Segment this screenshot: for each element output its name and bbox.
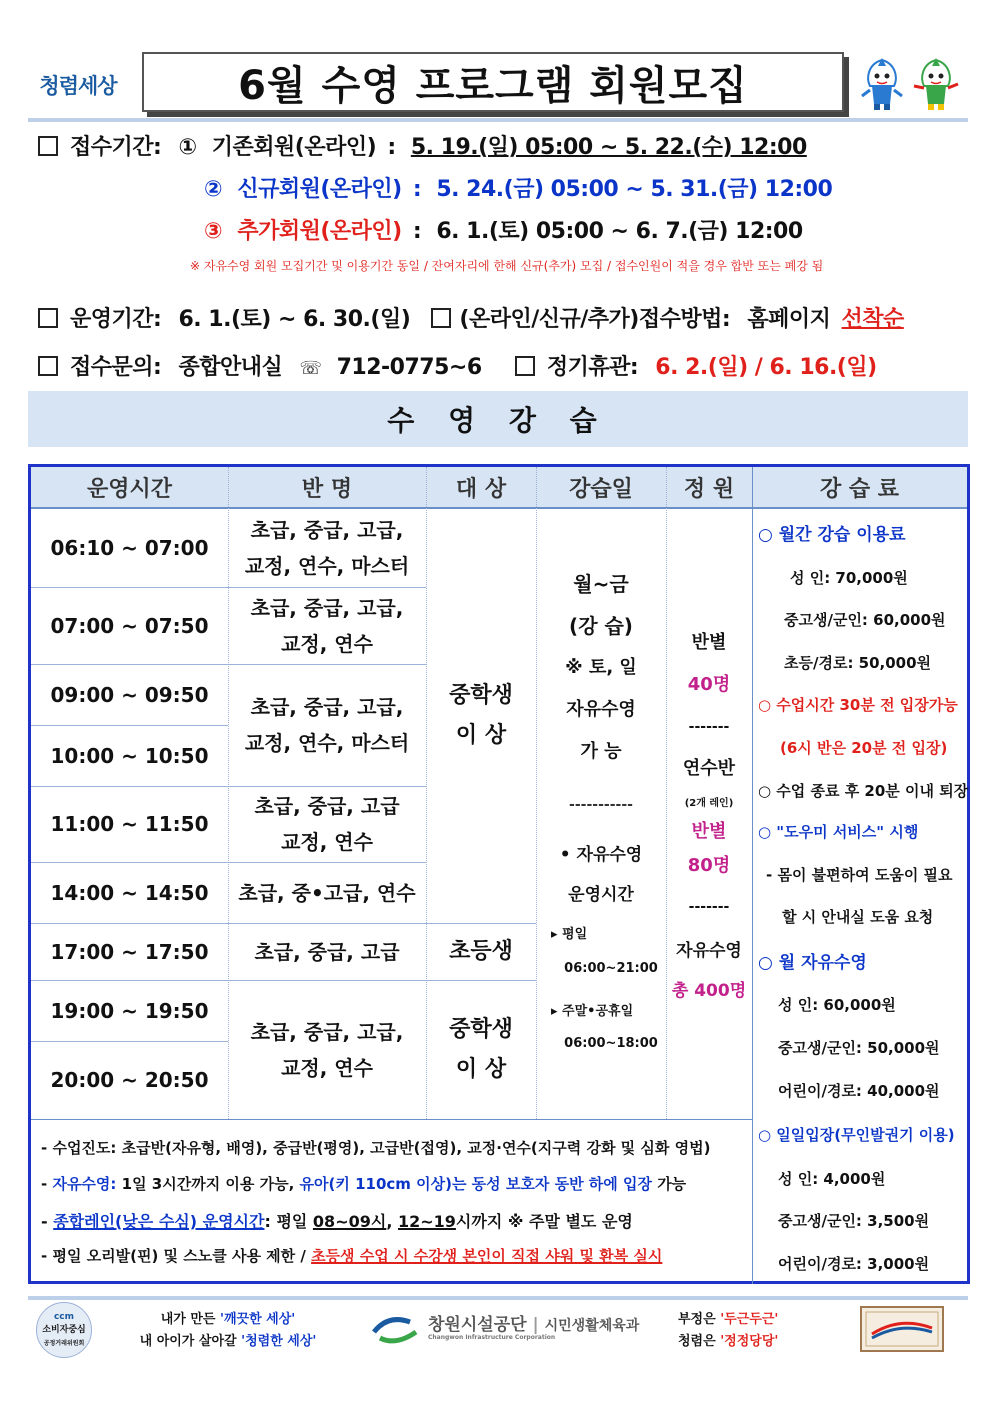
free-swim-title: ○ 월 자유수영 — [758, 953, 867, 973]
note-part: 12~19 — [397, 1212, 456, 1231]
divider — [666, 467, 667, 1119]
reception-row-3 — [204, 214, 803, 245]
capacity-lanes: (2개 레인) — [684, 798, 734, 809]
ccm-logo — [36, 1302, 92, 1358]
closed-label: 정기휴관: — [546, 355, 639, 380]
capacity-line: 연수반 — [682, 758, 736, 779]
slogan-2 — [128, 1330, 328, 1349]
target-line: 이 상 — [455, 723, 507, 748]
reception-1-period: 5. 19.(일) 05:00 ~ 5. 22.(수) 12:00 — [410, 135, 807, 160]
note-part: - — [41, 1212, 54, 1231]
monthly-title: ○ 월간 강습 이용료 — [758, 525, 906, 545]
note-free-swim — [41, 1173, 686, 1194]
fee-child: 어린이/경로: 3,000원 — [778, 1255, 930, 1273]
page-title: 6월 수영 프로그램 회원모집 — [142, 52, 844, 112]
checkbox-icon — [38, 356, 58, 376]
note-restriction — [41, 1245, 662, 1266]
header-days: 강습일 — [536, 467, 666, 509]
fee-youth: 중고생/군인: 60,000원 — [784, 611, 946, 629]
certificate-seal-icon — [860, 1306, 944, 1352]
free-swim-info — [536, 835, 666, 915]
footer — [28, 1300, 968, 1360]
class-line: 초급, 중급, 고급, — [250, 695, 404, 719]
reception-2-num: ② — [204, 177, 223, 202]
fee-child: 초등/경로: 50,000원 — [784, 654, 932, 672]
slogan-part: '깨끗한 세상' — [220, 1312, 296, 1327]
target-line: 이 상 — [455, 1056, 507, 1082]
operation-label: 운영기간: — [70, 307, 162, 332]
notice-line: 할 시 안내실 도움 요청 — [782, 908, 934, 926]
weekend-label: ▸ 주말•공휴일 — [551, 1004, 634, 1019]
ccm-text: 공정거래위원회 — [43, 1339, 85, 1347]
capacity-line: 반별 — [691, 632, 727, 653]
org-sub: 시민생활체육과 — [544, 1318, 640, 1334]
target-line: 중학생 — [449, 683, 513, 708]
note-part: 시까지 ※ 주말 별도 운영 — [455, 1212, 633, 1231]
days-line: ※ 토, 일 — [565, 657, 637, 678]
notice-line: ○ 수업시간 30분 전 입장가능 — [758, 696, 958, 714]
colon: : — [387, 135, 396, 160]
class-cell — [228, 923, 426, 980]
notice-line: - 몸이 불편하여 도움이 필요 — [766, 866, 953, 884]
capacity-separator: ------- — [688, 899, 730, 915]
class-cell — [228, 509, 426, 587]
mascot-icons — [854, 56, 966, 112]
ccm-text: 소비자중심 — [42, 1324, 86, 1335]
class-line: 초급, 중급, 고급, — [250, 518, 404, 542]
reception-3-label: 추가회원(온라인) — [237, 219, 402, 244]
checkbox-icon — [515, 356, 535, 376]
capacity-cell — [666, 931, 752, 1011]
logo-text: 청렴세상 — [39, 73, 117, 98]
notice-line: ○ "도우미 서비스" 시행 — [758, 823, 919, 841]
target-cell: 초등생 — [449, 938, 513, 964]
inquiry-row — [38, 350, 877, 381]
header-class: 반 명 — [228, 467, 426, 509]
note-part: - 평일 오리발(핀) 및 스노클 사용 제한 / — [41, 1247, 312, 1265]
inquiry-label: 접수문의: — [70, 355, 162, 380]
note-part: 가능 — [651, 1175, 687, 1193]
slogan-part: 청렴은 — [678, 1334, 721, 1349]
note-part: : 평일 — [264, 1212, 313, 1231]
blue-mascot-icon — [858, 56, 906, 112]
ccm-text: ccm — [53, 1311, 75, 1322]
changwon-logo-icon — [370, 1312, 422, 1348]
time-slot: 14:00 ~ 14:50 — [50, 880, 209, 905]
note-part: 자유수영: — [52, 1175, 117, 1193]
time-slot: 11:00 ~ 11:50 — [50, 812, 209, 836]
divider — [31, 1119, 752, 1120]
fee-adult: 성 인: 60,000원 — [778, 996, 896, 1014]
clean-world-logo — [28, 58, 128, 112]
time-slot: 19:00 ~ 19:50 — [50, 998, 209, 1023]
slogan-part: '두근두근' — [720, 1312, 779, 1327]
org-name: 창원시설공단 | 시민생활체육과 — [428, 1315, 640, 1335]
days-cell — [536, 563, 666, 793]
days-line: 가 능 — [580, 741, 622, 762]
header-target: 대 상 — [426, 467, 536, 509]
days-line: 월~금 — [573, 572, 629, 596]
operation-row — [38, 302, 904, 333]
daily-title: ○ 일일입장(무인발권기 이용) — [758, 1126, 955, 1144]
fee-child: 어린이/경로: 40,000원 — [778, 1082, 940, 1100]
weekday-label: ▸ 평일 — [551, 927, 588, 942]
divider — [752, 467, 753, 1284]
capacity-line: 자유수영 — [676, 941, 742, 961]
method-label: (온라인/신규/추가)접수방법: — [459, 307, 731, 332]
phone-icon: ☏ — [299, 358, 322, 379]
free-swim-line: 운영시간 — [568, 885, 634, 905]
note-part: , — [386, 1212, 398, 1231]
class-line: 초급, 중급, 고급 — [254, 794, 400, 818]
fee-youth: 중고생/군인: 50,000원 — [778, 1039, 940, 1057]
reception-3-num: ③ — [204, 219, 223, 244]
time-slot: 07:00 ~ 07:50 — [50, 613, 209, 638]
operation-period: 6. 1.(토) ~ 6. 30.(일) — [178, 307, 411, 332]
note-part: - — [41, 1175, 53, 1193]
class-line: 교정, 연수 — [281, 631, 373, 656]
note-part: 초등생 수업 시 수강생 본인이 직접 샤워 및 환복 실시 — [311, 1247, 663, 1265]
time-slot: 10:00 ~ 10:50 — [50, 743, 209, 768]
target-cell — [426, 509, 536, 923]
class-line: 초급, 중급, 고급, — [250, 1019, 404, 1044]
reception-label: 접수기간: — [70, 135, 162, 160]
days-line: 자유수영 — [566, 699, 636, 720]
weekday-time: 06:00~21:00 — [564, 961, 658, 976]
time-slot: 17:00 ~ 17:50 — [50, 939, 209, 964]
capacity-line: 80명 — [687, 855, 731, 876]
reception-row-1 — [38, 130, 807, 161]
fee-adult: 성 인: 70,000원 — [790, 569, 908, 587]
reception-row-2 — [204, 172, 832, 203]
class-cell — [228, 980, 426, 1119]
target-cell — [426, 980, 536, 1119]
free-swim-line: • 자유수영 — [559, 845, 643, 865]
note-progress: - 수업진도: 초급반(자유형, 배영), 중급반(평영), 고급반(접영), 교정·연수(지구력 강화 및 심화 영법) — [41, 1139, 711, 1157]
days-separator: ----------- — [569, 797, 633, 813]
time-slot: 06:10 ~ 07:00 — [50, 536, 209, 560]
header-capacity: 정 원 — [666, 467, 752, 509]
class-line: 교정, 연수 — [281, 1055, 373, 1080]
reception-note: ※ 자유수영 회원 모집기간 및 이용기간 동일 / 잔여자리에 한해 신규(추가) 모집 / 접수인원이 적을 경우 합반 또는 폐강 됨 — [190, 259, 824, 273]
note-part: 유아(키 110cm 이상)는 동성 보호자 동반 하에 입장 — [299, 1175, 652, 1193]
class-cell — [228, 664, 426, 786]
lesson-table — [28, 464, 970, 1284]
capacity-line: 반별 — [691, 821, 727, 842]
slogan-1 — [128, 1308, 328, 1327]
class-cell — [228, 862, 426, 923]
slogan-4 — [678, 1330, 778, 1349]
class-line: 교정, 연수, 마스터 — [244, 731, 410, 755]
slogan-part: 부정은 — [678, 1312, 721, 1327]
capacity-cell — [666, 622, 752, 790]
slogan-part: 내가 만든 — [160, 1312, 220, 1327]
green-mascot-icon — [912, 56, 960, 112]
reception-2-period: 5. 24.(금) 05:00 ~ 5. 31.(금) 12:00 — [436, 177, 833, 202]
class-line: 초급, 중•고급, 연수 — [238, 880, 416, 905]
note-part: 08~09시 — [312, 1212, 387, 1231]
capacity-line: 총 400명 — [671, 981, 747, 1001]
notice-line: ○ 수업 종료 후 20분 이내 퇴장 — [758, 782, 969, 800]
fee-youth: 중고생/군인: 3,500원 — [778, 1212, 930, 1230]
inquiry-phone: 712-0775~6 — [336, 355, 482, 380]
class-line: 초급, 중급, 고급, — [250, 595, 404, 620]
class-cell — [228, 786, 426, 862]
slogan-part: '청렴한 세상' — [241, 1334, 317, 1349]
checkbox-icon — [38, 136, 58, 156]
weekend-time: 06:00~18:00 — [564, 1036, 658, 1051]
reception-2-label: 신규회원(온라인) — [237, 177, 402, 202]
colon: : — [412, 177, 422, 202]
time-slot: 20:00 ~ 20:50 — [50, 1068, 209, 1092]
note-lane — [41, 1209, 633, 1232]
reception-1-label: 기존회원(온라인) — [211, 135, 377, 160]
capacity-cell — [666, 815, 752, 883]
org-english: Changwon Infrastructure Corporation — [428, 1334, 556, 1341]
inquiry-place: 종합안내실 — [178, 355, 283, 380]
notice-line: (6시 반은 20분 전 입장) — [780, 739, 948, 757]
reception-3-period: 6. 1.(토) 05:00 ~ 6. 7.(금) 12:00 — [436, 219, 803, 244]
reception-1-num: ① — [178, 135, 197, 160]
note-part: 종합레인(낮은 수심) 운영시간 — [53, 1212, 265, 1231]
fee-adult: 성 인: 4,000원 — [778, 1170, 886, 1188]
colon: : — [412, 219, 422, 244]
target-line: 중학생 — [449, 1016, 513, 1042]
slogan-3 — [678, 1308, 778, 1327]
class-line: 초급, 중급, 고급 — [254, 939, 400, 964]
time-slot: 09:00 ~ 09:50 — [50, 682, 209, 707]
days-line: (강 습) — [569, 614, 633, 638]
header — [28, 52, 968, 118]
header-fee: 강 습 료 — [752, 467, 967, 509]
capacity-line: 40명 — [687, 674, 731, 695]
note-part: 1일 3시간까지 이용 가능, — [116, 1175, 300, 1193]
org-text: 창원시설공단 — [428, 1315, 527, 1335]
class-line: 교정, 연수 — [281, 830, 373, 854]
capacity-separator: ------- — [688, 719, 730, 735]
class-cell — [228, 587, 426, 664]
method-order: 선착순 — [841, 307, 904, 332]
header-divider — [28, 118, 968, 122]
closed-value: 6. 2.(일) / 6. 16.(일) — [655, 355, 877, 380]
slogan-part: 내 아이가 살아갈 — [139, 1334, 242, 1349]
header-time: 운영시간 — [31, 467, 228, 509]
checkbox-icon — [38, 308, 58, 328]
method-value: 홈페이지 — [747, 307, 831, 332]
slogan-part: '정정당당' — [720, 1334, 779, 1349]
class-line: 교정, 연수, 마스터 — [244, 554, 410, 578]
section-title: 수 영 강 습 — [28, 391, 968, 447]
checkbox-icon — [431, 308, 451, 328]
